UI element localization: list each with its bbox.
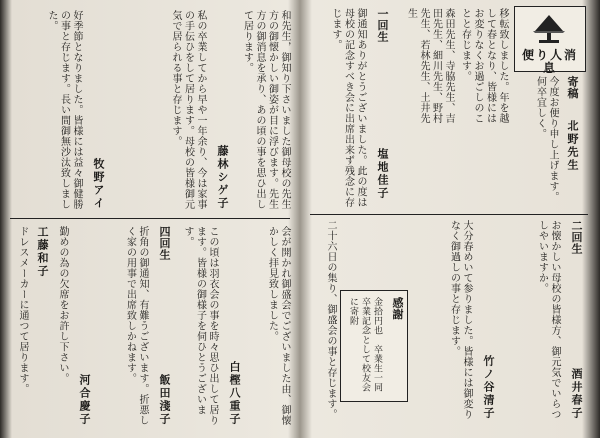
divider: [310, 214, 588, 215]
notice-title: 感謝: [391, 297, 404, 320]
author-name: 牧野アイ: [92, 158, 105, 210]
letter-text: 会が開かれ御盛会でございました由、御懐かしく拝見致しました。: [266, 226, 290, 426]
author-name: 竹ノ谷清子: [482, 355, 495, 420]
section-label: 寄稿: [566, 76, 579, 99]
letter-text: 大分春めいて参りました。皆様には御変りなく御過しの事と存じます。: [448, 220, 472, 420]
left-page: [8, 0, 294, 438]
teacher-list: 森田先生、寺脇先生、吉田先生、細川先生、野村先生、若林先生、土井先生: [405, 8, 454, 124]
letter-text: 二十六日の集り、御盛会の事と存じます。: [325, 220, 336, 420]
column-title-box: [514, 6, 586, 75]
author-name: 塩地佳子: [376, 148, 389, 200]
section-label: 二回生: [570, 220, 583, 255]
letter-text: 好季節となりました。皆様には益々御健勝の事と存じます。長い間御無沙汰致しました。: [46, 10, 82, 210]
divider: [10, 218, 290, 219]
letter-text: 移転致しました。年を越して春となり、皆様にはお変りなくお過ごしのことと存じます。: [459, 8, 508, 124]
letter-text: 折角の御通知、有難うございます。折悪しく家の用事で出席致しかねます。: [124, 226, 148, 426]
letter-text: 勤めの為の欠席をお許し下さい。: [57, 226, 68, 384]
right-page: [306, 0, 592, 438]
letter-text: 御通知ありがとうございました。此の度は母校の記念すべき会に出席出来ず残念に存じます。: [330, 8, 366, 208]
column-title: 便り人消息: [521, 48, 578, 75]
notice-text: 金拾円也 卒業生一同 卒業記念として校友会に寄附: [348, 297, 382, 402]
section-label: 一回生: [376, 8, 389, 43]
section-label: 四回生: [158, 226, 171, 261]
author-name: 飯田淺子: [158, 374, 171, 426]
author-name: 酒井春子: [570, 368, 583, 420]
author-name: 工藤和子: [36, 226, 49, 278]
letter-text: この頃は羽衣会の事を時々思ひ出して居ります。皆様の御様子を伺ひとうございます。: [182, 226, 218, 426]
letter-text: 私の卒業してから早や一年余り、今は家事の手伝ひをして居ります。母校の皆様御元気で居られる事と存じます。: [170, 10, 206, 210]
author-name: 河合慶子: [78, 374, 91, 426]
letter-text: お懐かしい母校の皆様方、御元気でいらつしやいますか。: [536, 220, 560, 420]
author-name: 藤林シゲ子: [216, 145, 229, 210]
notice-box: [340, 290, 408, 402]
letter-text: 今度お便り申し上げます。何卒宜しく。: [534, 76, 558, 202]
letter-text: 和先生，御知り下さいました御母校の先生方の御懐かしい御姿が目に浮びます。先生方の御消息を承り、あの頃の事を思ひ出して居ります。: [241, 10, 290, 210]
lamp-icon: [527, 11, 571, 45]
author-name: 白樫八重子: [228, 361, 241, 426]
author-name: 北野先生: [566, 120, 579, 172]
letter-text: ドレスメーカーに通つて居ります。: [17, 226, 28, 394]
